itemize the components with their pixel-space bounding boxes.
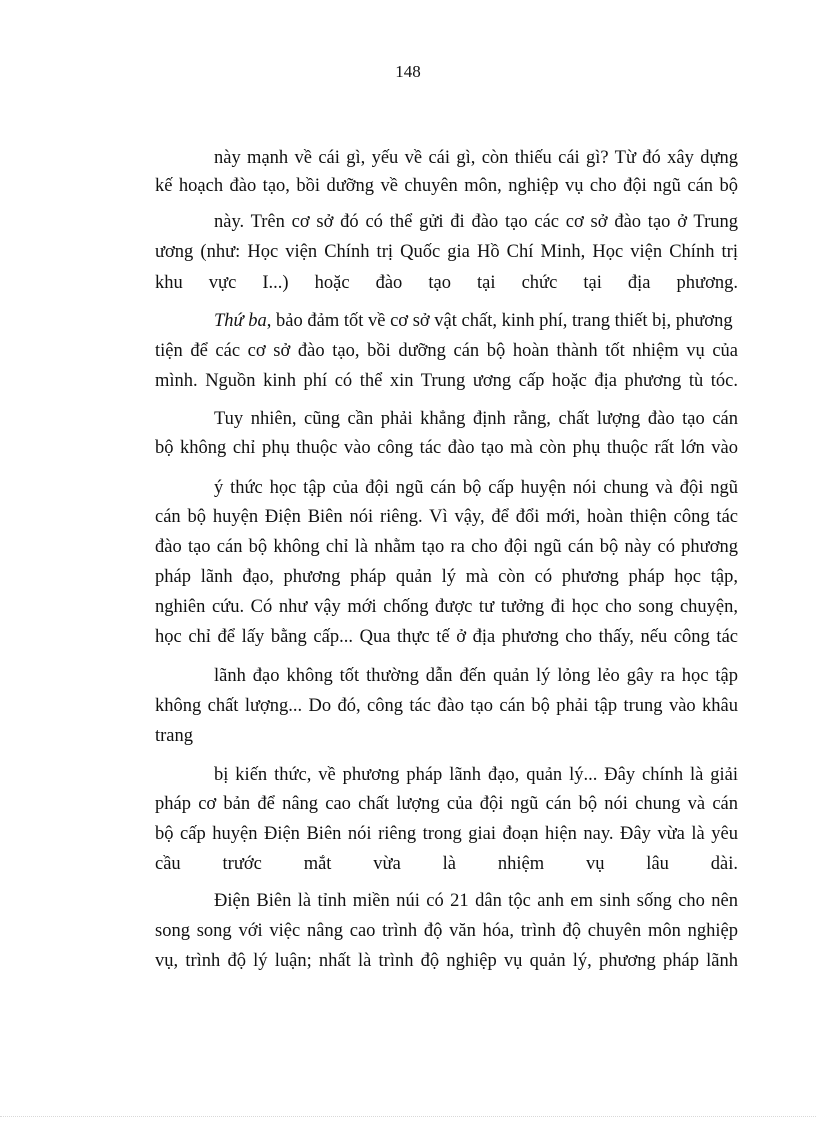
text-line: này. Trên cơ sở đó có thể gửi đi đào tạo các cơ sở đào tạo ở Trung (214, 212, 738, 232)
text-line: Tuy nhiên, cũng cần phải khẳng định rằng, chất lượng đào tạo cán (214, 409, 738, 429)
text-line: Điện Biên là tỉnh miền núi có 21 dân tộc anh em sinh sống cho nên (214, 891, 738, 911)
text-line: kế hoạch đào tạo, bồi dưỡng về chuyên môn, nghiệp vụ cho đội ngũ cán bộ (155, 176, 738, 196)
page-bottom-divider (0, 1116, 816, 1117)
text-line: vụ, trình độ lý luận; nhất là trình độ nghiệp vụ quản lý, phương pháp lãnh (155, 951, 738, 971)
text-line: đào tạo cán bộ không chỉ là nhằm tạo ra cho đội ngũ cán bộ này có phương (155, 537, 738, 557)
text-line: bộ không chỉ phụ thuộc vào công tác đào tạo mà còn phụ thuộc rất lớn vào (155, 438, 738, 458)
text-line: này mạnh về cái gì, yếu về cái gì, còn thiếu cái gì? Từ đó xây dựng (214, 148, 738, 168)
text-line: ương (như: Học viện Chính trị Quốc gia Hồ Chí Minh, Học viện Chính trị (155, 242, 738, 262)
text-line-rest: , bảo đảm tốt về cơ sở vật chất, kinh phí, trang thiết bị, phương (266, 311, 733, 331)
text-line (214, 309, 738, 333)
text-line: pháp lãnh đạo, phương pháp quản lý mà còn có phương pháp học tập, (155, 567, 738, 587)
text-line: nghiên cứu. Có như vậy mới chống được tư tưởng đi học cho song chuyện, (155, 597, 738, 617)
text-line: bộ cấp huyện Điện Biên nói riêng trong giai đoạn hiện nay. Đây vừa là yêu (155, 824, 738, 844)
text-line: học chỉ để lấy bằng cấp... Qua thực tế ở địa phương cho thấy, nếu công tác (155, 627, 738, 647)
text-line: khu vực I...) hoặc đào tạo tại chức tại địa phương. (155, 273, 738, 293)
text-line: cán bộ huyện Điện Biên nói riêng. Vì vậy, để đổi mới, hoàn thiện công tác (155, 507, 738, 527)
text-line: bị kiến thức, về phương pháp lãnh đạo, quản lý... Đây chính là giải (214, 765, 738, 785)
text-line: tiện để các cơ sở đào tạo, bồi dưỡng cán bộ hoàn thành tốt nhiệm vụ của (155, 341, 738, 361)
text-line: mình. Nguồn kinh phí có thể xin Trung ương cấp hoặc địa phương tù tóc. (155, 371, 738, 391)
text-line: trang (155, 726, 194, 746)
text-line: lãnh đạo không tốt thường dẫn đến quản lý lỏng lẻo gây ra học tập (214, 666, 738, 686)
text-line: không chất lượng... Do đó, công tác đào tạo cán bộ phải tập trung vào khâu (155, 696, 738, 716)
text-line: ý thức học tập của đội ngũ cán bộ cấp huyện nói chung và đội ngũ (214, 478, 738, 498)
page-number: 148 (395, 62, 421, 81)
text-line: cầu trước mắt vừa là nhiệm vụ lâu dài. (155, 854, 738, 874)
text-line: pháp cơ bản để nâng cao chất lượng của đội ngũ cán bộ nói chung và cán (155, 794, 738, 814)
text-line: song song với việc nâng cao trình độ văn hóa, trình độ chuyên môn nghiệp (155, 921, 738, 941)
emphasis-heading: Thứ ba (214, 311, 267, 331)
